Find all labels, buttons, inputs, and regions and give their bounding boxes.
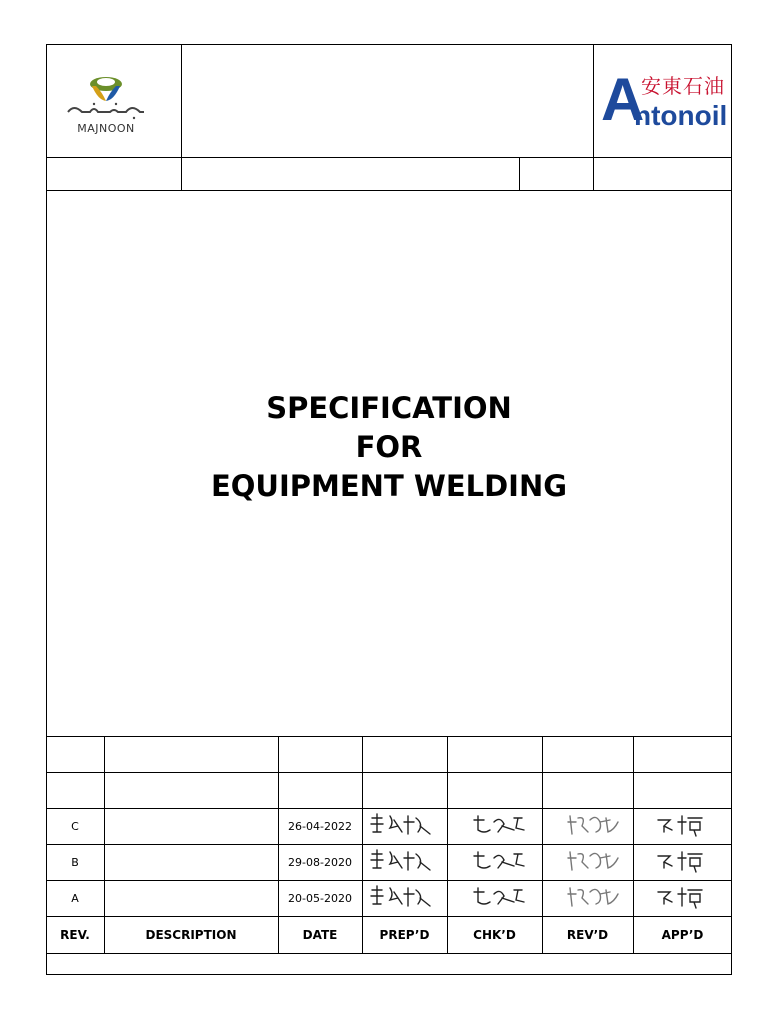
- reviewed-signature-icon: [566, 884, 622, 912]
- majnoon-arabic-wordmark: [64, 100, 148, 120]
- approved-signature-icon: [654, 812, 716, 840]
- prepared-signature-icon: [368, 812, 440, 840]
- header-checked: CHK’D: [473, 927, 516, 942]
- antonoil-initial: A: [601, 66, 645, 133]
- description-cell: [104, 844, 278, 880]
- header-date: DATE: [302, 927, 338, 942]
- approved-signature-icon: [654, 884, 716, 912]
- checked-signature-icon: [470, 848, 528, 876]
- description-cell: [104, 880, 278, 916]
- header-rev: REV.: [60, 927, 90, 942]
- checked-signature-icon: [470, 884, 528, 912]
- header-bottom-line: [46, 190, 732, 191]
- table-row-line: [46, 772, 732, 773]
- header-col-line-2: [593, 44, 594, 191]
- header-divider: [46, 157, 732, 158]
- reviewed-signature-icon: [566, 848, 622, 876]
- approved-signature-icon: [654, 848, 716, 876]
- header-prepared: PREP’D: [379, 927, 430, 942]
- antonoil-wordmark: ntonoil: [634, 100, 728, 131]
- header-approved: APP’D: [661, 927, 704, 942]
- description-cell: [104, 808, 278, 844]
- reviewed-signature-icon: [566, 812, 622, 840]
- rev-cell: A: [71, 891, 79, 905]
- majnoon-wordmark: MAJNOON: [77, 122, 135, 135]
- title-line-1: SPECIFICATION: [266, 391, 512, 425]
- title-line-2: FOR: [355, 430, 423, 464]
- date-cell: 26-04-2022: [288, 819, 352, 833]
- prepared-signature-icon: [368, 848, 440, 876]
- document-title: [46, 389, 732, 506]
- title-line-3: EQUIPMENT WELDING: [210, 469, 568, 503]
- date-cell: 20-05-2020: [288, 891, 352, 905]
- checked-signature-icon: [470, 812, 528, 840]
- antonoil-logo: [601, 66, 729, 134]
- date-cell: 29-08-2020: [288, 855, 352, 869]
- majnoon-emblem-icon: [60, 70, 152, 104]
- prepared-signature-icon: [368, 884, 440, 912]
- header-reviewed: REV’D: [566, 927, 609, 942]
- header-description: DESCRIPTION: [145, 927, 237, 942]
- antonoil-chinese-name: 安東石油: [641, 74, 725, 98]
- rev-cell: B: [71, 855, 79, 869]
- table-top-line: [46, 736, 732, 737]
- header-col-line-3: [519, 157, 520, 191]
- majnoon-logo: [60, 70, 152, 142]
- header-col-line-1: [181, 44, 182, 191]
- rev-cell: C: [71, 819, 79, 833]
- table-bottom-line: [46, 953, 732, 954]
